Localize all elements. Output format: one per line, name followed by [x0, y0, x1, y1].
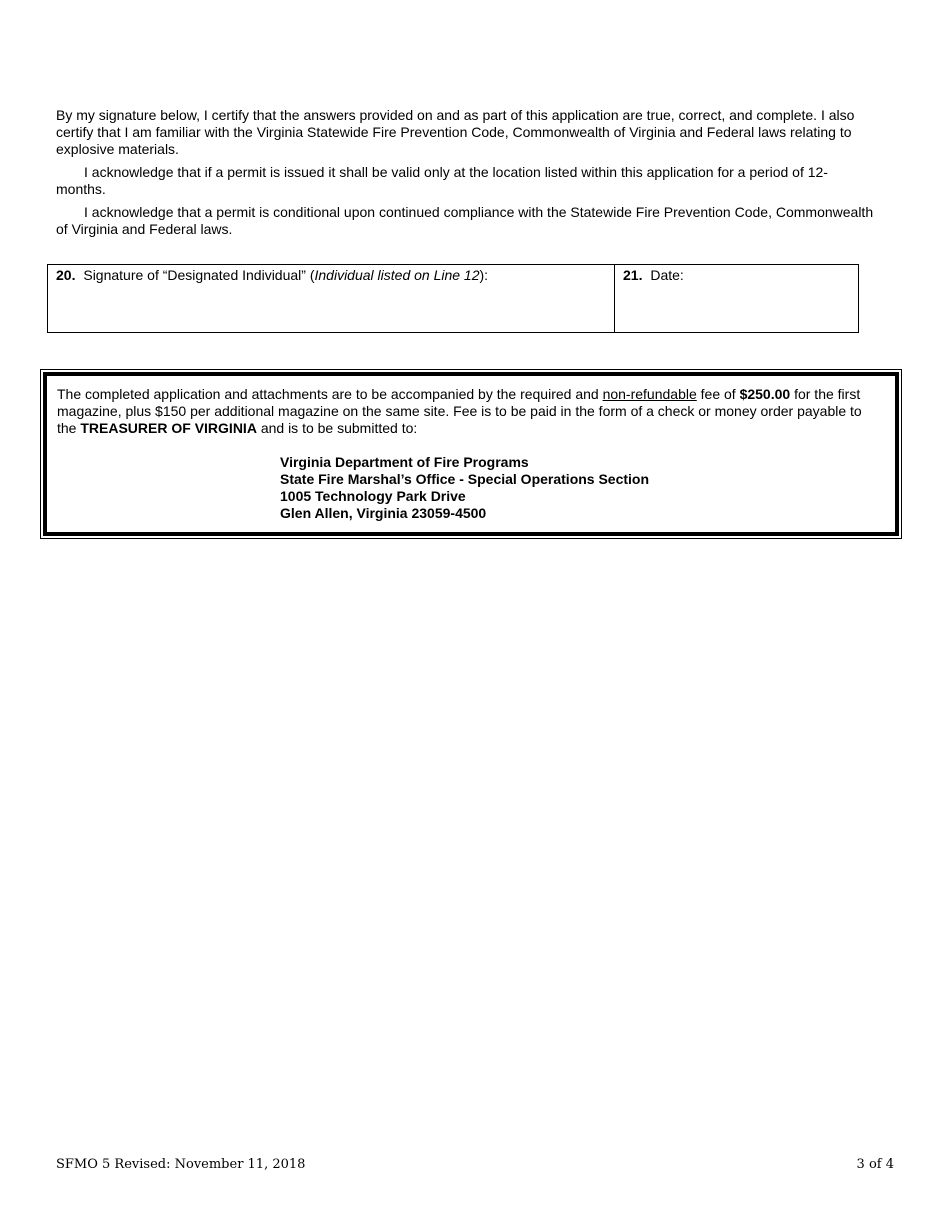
footer-page-number: 3 of 4: [856, 1157, 894, 1172]
address-line: Glen Allen, Virginia 23059-4500: [280, 505, 487, 521]
address-line: State Fire Marshal’s Office - Special Operations Section: [280, 471, 650, 487]
certification-section: [56, 107, 876, 244]
date-field-label: Date:: [650, 267, 684, 283]
address-line: 1005 Technology Park Drive: [280, 488, 466, 504]
date-field-number: 21.: [623, 267, 643, 283]
signature-field-label: Signature of “Designated Individual” (Individual listed on Line 12):: [83, 267, 489, 283]
payee-name: TREASURER OF VIRGINIA: [80, 420, 257, 436]
date-field[interactable]: [615, 265, 858, 332]
certification-paragraph-1: By my signature below, I certify that the answers provided on and as part of this application are true, correct, and complete. I also certify that I am familiar with the Virginia Statewide Fire Prevention Code, Commonwealth of Virginia and Federal laws relating to explosive materials.: [56, 107, 855, 157]
fee-amount: $250.00: [739, 386, 791, 402]
signature-field[interactable]: [48, 265, 615, 332]
mailing-address: [280, 454, 885, 522]
certification-paragraph-2: I acknowledge that if a permit is issued it shall be valid only at the location listed within this application for a period of 12-months.: [56, 164, 828, 197]
signature-field-number: 20.: [56, 267, 76, 283]
footer-form-id: SFMO 5 Revised: November 11, 2018: [56, 1157, 306, 1172]
fee-box-inner: [43, 372, 899, 536]
address-line: Virginia Department of Fire Programs: [280, 454, 529, 470]
fee-box: [40, 369, 902, 539]
certification-paragraph-3: I acknowledge that a permit is conditional upon continued compliance with the Statewide Fire Prevention Code, Commonwealth of Virginia and Federal laws.: [56, 204, 874, 237]
signature-table: [47, 264, 859, 333]
non-refundable-text: non-refundable: [602, 386, 697, 402]
fee-instructions: The completed application and attachments are to be accompanied by the required and non-refundable fee of $250.00 for the first magazine, plus $150 per additional magazine on the same site. Fee is to be paid in the form of a check or money order payable to the TREASURER OF VIRGINIA and is to be submitted to:: [57, 386, 862, 436]
